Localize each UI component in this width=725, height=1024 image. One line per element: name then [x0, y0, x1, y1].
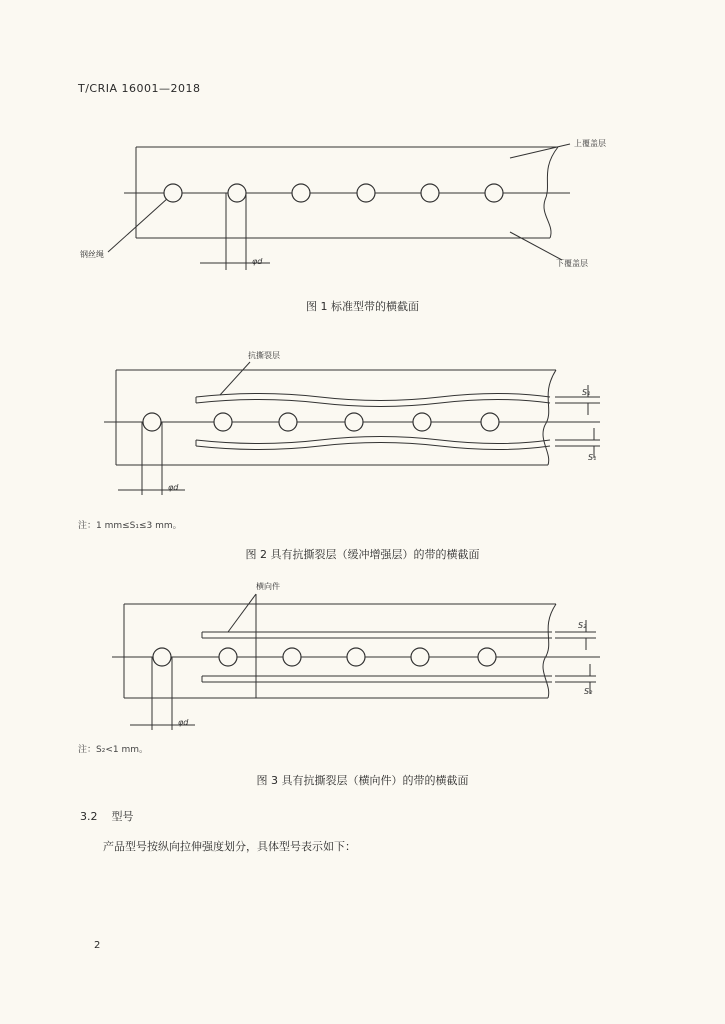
figure-3-diagram: [0, 580, 725, 730]
steel-cord-circle: [164, 184, 182, 202]
label-steel-cord: 钢丝绳: [80, 250, 104, 259]
steel-cord-circle: [357, 184, 375, 202]
label-diameter: φd: [252, 257, 263, 266]
label-s1-top: S₁: [582, 388, 591, 397]
figure-2-note: 注：1 mm≤S₁≤3 mm。: [78, 521, 182, 531]
figure-2-caption: 图 2 具有抗撕裂层（缓冲增强层）的带的横截面: [245, 548, 480, 561]
section-title: 型号: [111, 810, 134, 823]
steel-cord-circle: [279, 413, 297, 431]
figure-3-caption: 图 3 具有抗撕裂层（横向件）的带的横截面: [256, 774, 469, 787]
steel-cord-circle: [421, 184, 439, 202]
label-top-cover: 上覆盖层: [574, 139, 606, 148]
steel-cord-circle: [228, 184, 246, 202]
steel-cord-circle: [219, 648, 237, 666]
steel-cord-circle: [478, 648, 496, 666]
label-s1-bottom: S₁: [588, 453, 597, 462]
label-diameter: φd: [178, 718, 189, 727]
label-s2-top: S₂: [578, 621, 587, 630]
steel-cord-circle: [153, 648, 171, 666]
steel-cord-circle: [481, 413, 499, 431]
steel-cord-circle: [347, 648, 365, 666]
figure-1-diagram: [0, 130, 725, 280]
steel-cord-circle: [214, 413, 232, 431]
page-number: 2: [94, 940, 101, 951]
figure-1-caption: 图 1 标准型带的横截面: [306, 300, 419, 313]
steel-cord-circle: [485, 184, 503, 202]
label-diameter: φd: [168, 483, 179, 492]
label-transverse: 横向件: [256, 582, 280, 591]
steel-cord-circle: [283, 648, 301, 666]
label-tear-layer: 抗撕裂层: [248, 351, 280, 360]
section-heading: [80, 808, 134, 824]
document-header: T/CRIA 16001—2018: [78, 82, 201, 95]
section-number: 3.2: [80, 810, 98, 823]
steel-cord-circle: [292, 184, 310, 202]
figure-2-diagram: [0, 345, 725, 500]
steel-cord-circle: [413, 413, 431, 431]
section-paragraph: 产品型号按纵向拉伸强度划分，具体型号表示如下：: [103, 840, 356, 853]
figure-3-note: 注：S₂<1 mm。: [78, 745, 148, 755]
steel-cord-circle: [411, 648, 429, 666]
label-bottom-cover: 下覆盖层: [556, 259, 588, 268]
steel-cord-circle: [143, 413, 161, 431]
steel-cord-circle: [345, 413, 363, 431]
label-s2-bottom: S₂: [584, 687, 593, 696]
